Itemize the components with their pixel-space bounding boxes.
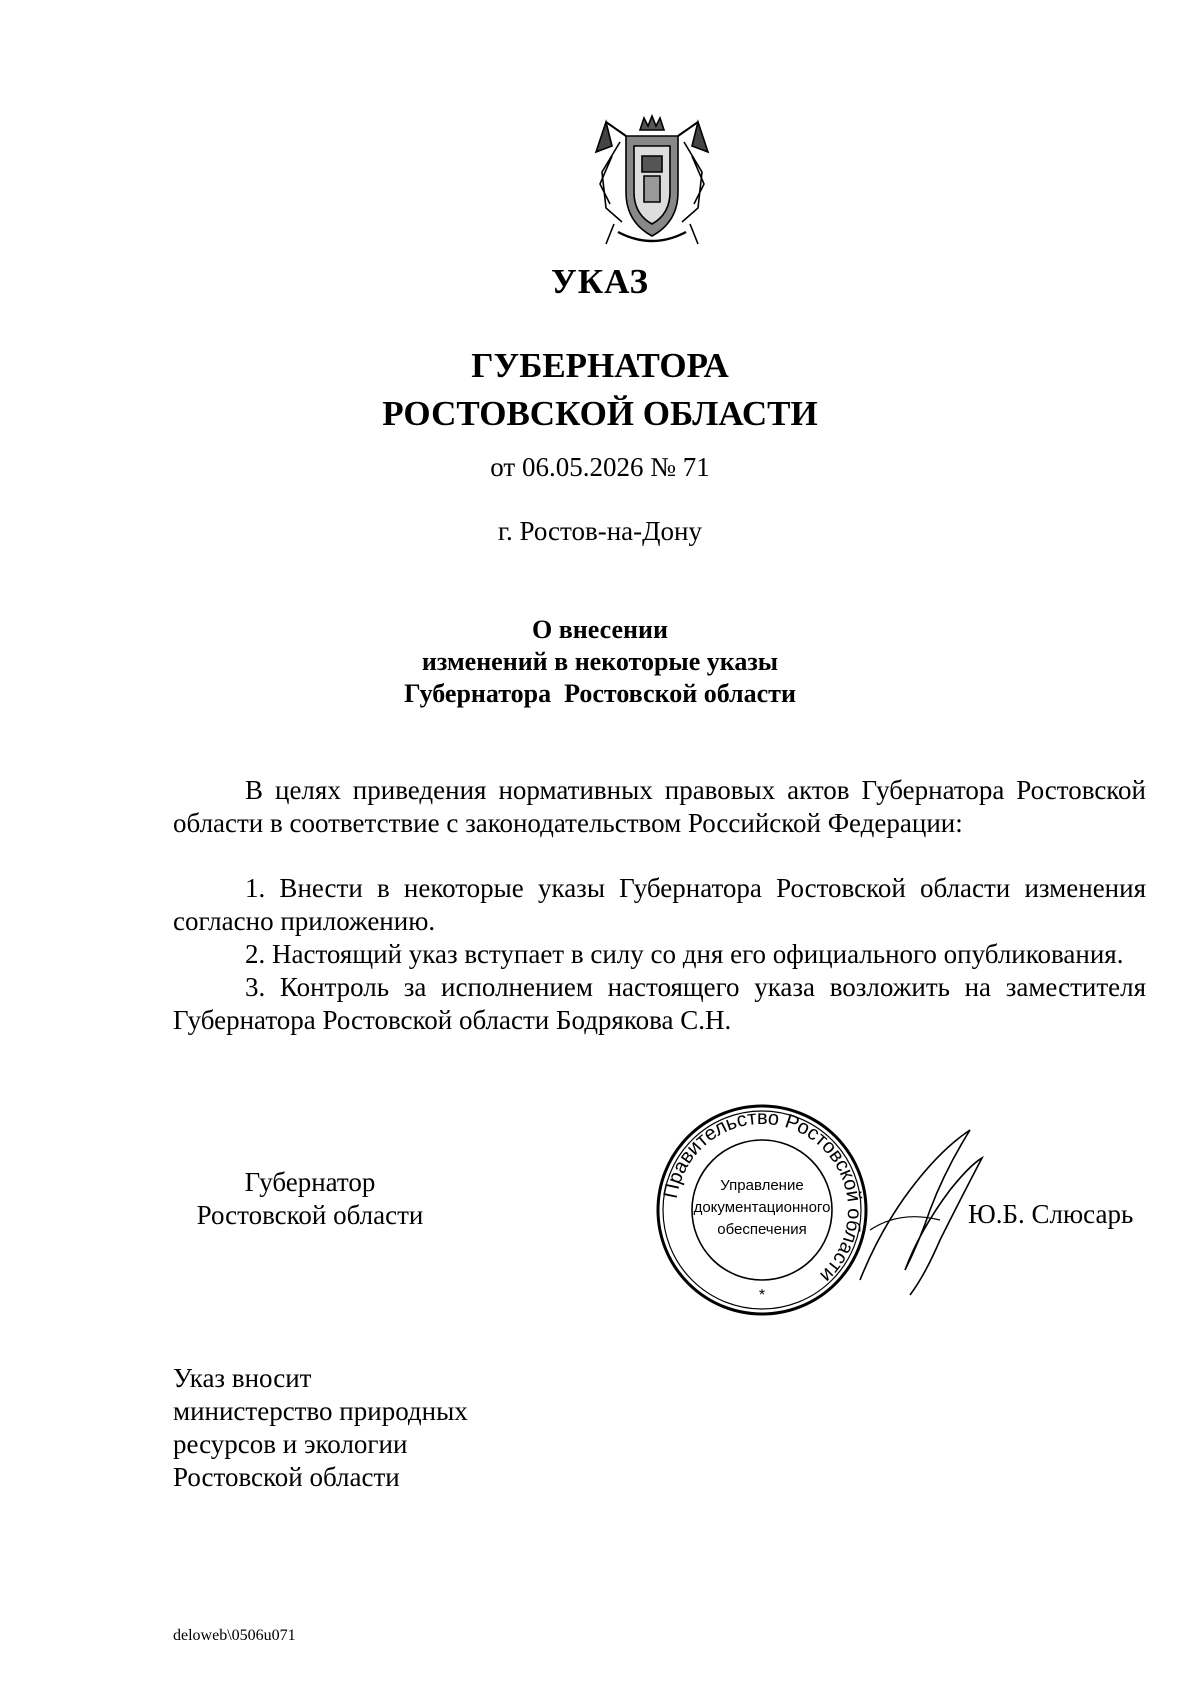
subject-line1: О внесении — [532, 615, 668, 644]
footer-file-code: deloweb\0506u071 — [173, 1627, 296, 1644]
authority-title-line2: РОСТОВСКОЙ ОБЛАСТИ — [382, 394, 818, 433]
official-stamp — [652, 1100, 872, 1320]
document-city: г. Ростов-на-Дону — [497, 516, 702, 546]
submitted-by-line4: Ростовской области — [173, 1462, 400, 1492]
submitted-by-block — [173, 1362, 468, 1494]
submitted-by-line2: министерство природных — [173, 1396, 468, 1426]
preamble-text: В целях приведения нормативных правовых актов Губернатора Ростовской области в соответствие с законодательством Российской Федерации: — [173, 775, 1146, 838]
decree-items — [173, 872, 1146, 1037]
stamp-star: * — [758, 1287, 766, 1304]
subject-line3: Губернатора Ростовской области — [404, 679, 796, 708]
signatory-position — [160, 1166, 460, 1232]
decree-item-3: 3. Контроль за исполнением настоящего указа возложить на заместителя Губернатора Ростовской области Бодрякова С.Н. — [173, 972, 1146, 1035]
signatory-position-line1: Губернатор — [244, 1167, 376, 1197]
submitted-by-line1: Указ вносит — [173, 1363, 312, 1393]
document-subject — [0, 614, 1200, 710]
document-type-title: УКАЗ — [551, 262, 649, 301]
document-date-number: от 06.05.2026 № 71 — [490, 452, 710, 482]
preamble-paragraph — [173, 774, 1146, 840]
authority-title — [0, 342, 1200, 438]
coat-of-arms-icon — [592, 112, 712, 254]
decree-item-2: 2. Настоящий указ вступает в силу со дня его официального опубликования. — [245, 939, 1124, 969]
stamp-outer-text: Правительство Ростовской области — [659, 1106, 866, 1287]
signatory-position-line2: Ростовской области — [196, 1200, 424, 1230]
subject-line2: изменений в некоторые указы — [421, 647, 779, 676]
submitted-by-line3: ресурсов и экологии — [173, 1429, 408, 1459]
authority-title-line1: ГУБЕРНАТОРА — [471, 346, 729, 385]
stamp-inner-line1: Управление — [720, 1177, 804, 1194]
stamp-inner-line2: документационного — [693, 1199, 831, 1216]
stamp-inner-line3: обеспечения — [717, 1221, 807, 1238]
signatory-name: Ю.Б. Слюсарь — [968, 1199, 1134, 1229]
decree-item-1: 1. Внести в некоторые указы Губернатора Ростовской области изменения согласно приложению. — [173, 873, 1146, 936]
